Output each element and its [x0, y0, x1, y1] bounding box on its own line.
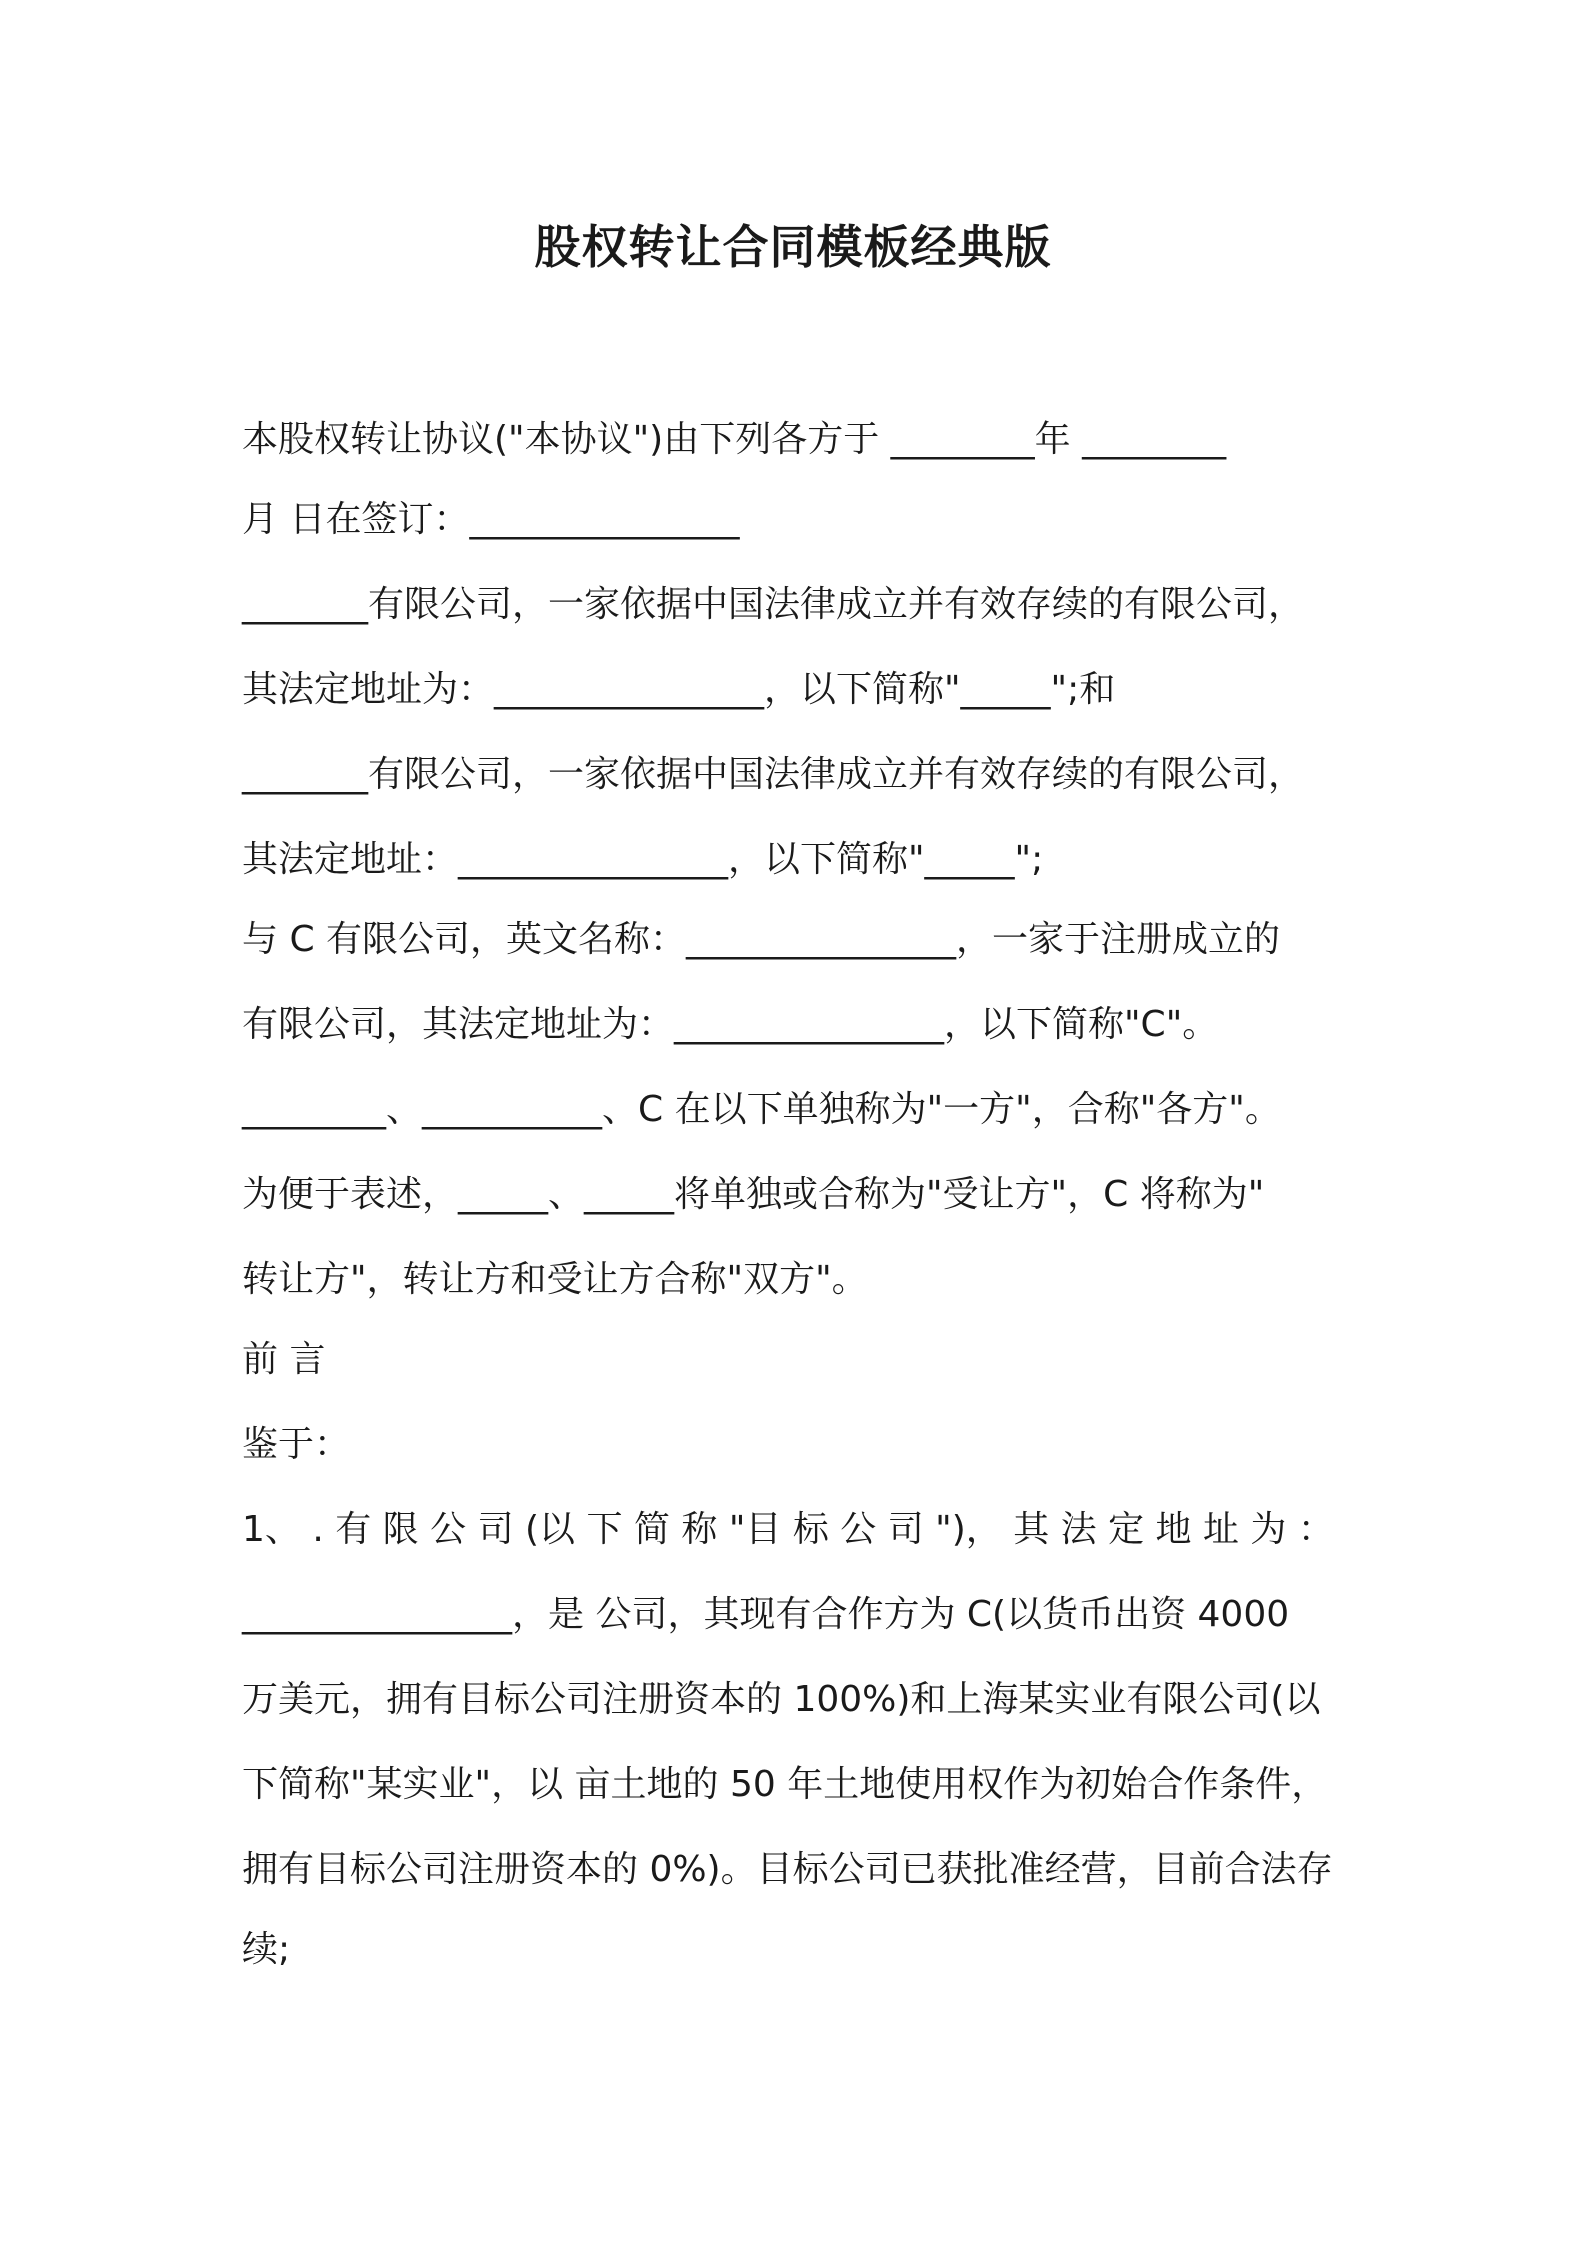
paragraph-line: 本股权转让协议("本协议")由下列各方于 ________年 ________	[242, 419, 1227, 460]
paragraph-line: 下简称"某实业"，以 亩土地的 50 年土地使用权作为初始合作条件，	[242, 1764, 1328, 1805]
paragraph-line: 鉴于：	[242, 1424, 351, 1465]
paragraph-line: 与 C 有限公司，英文名称：_______________，一家于注册成立的	[242, 919, 1281, 960]
paragraph-line: 续;	[242, 1929, 291, 1970]
paragraph-line: 1、 . 有 限 公 司 (以 下 简 称 "目 标 公 司 ")， 其 法 定 地 址 为 ：	[242, 1509, 1334, 1550]
paragraph-line: 为便于表述，_____、_____将单独或合称为"受让方"，C 将称为"	[242, 1174, 1265, 1215]
document-title: 股权转让合同模板经典版	[534, 220, 1052, 274]
paragraph-line: 其法定地址：_______________，以下简称"_____";	[242, 839, 1044, 880]
paragraph-line: 拥有目标公司注册资本的 0%)。目标公司已获批准经营，目前合法存	[242, 1849, 1333, 1890]
paragraph-line: _______________，是 公司，其现有合作方为 C(以货币出资 4000	[242, 1594, 1290, 1635]
paragraph-line: _______有限公司，一家依据中国法律成立并有效存续的有限公司，	[242, 584, 1305, 625]
paragraph-line: 转让方"，转让方和受让方合称"双方"。	[242, 1259, 868, 1300]
paragraph-line: _______有限公司，一家依据中国法律成立并有效存续的有限公司，	[242, 754, 1305, 795]
paragraph-line: 月 日在签订：_______________	[242, 499, 740, 540]
section-heading: 前 言	[242, 1339, 326, 1380]
paragraph-line: 有限公司，其法定地址为：_______________，以下简称"C"。	[242, 1004, 1219, 1045]
paragraph-line: ________、__________、C 在以下单独称为"一方"，合称"各方"。	[242, 1089, 1281, 1130]
paragraph-line: 其法定地址为：_______________，以下简称"_____";和	[242, 669, 1116, 710]
paragraph-line: 万美元，拥有目标公司注册资本的 100%)和上海某实业有限公司(以	[242, 1679, 1321, 1720]
